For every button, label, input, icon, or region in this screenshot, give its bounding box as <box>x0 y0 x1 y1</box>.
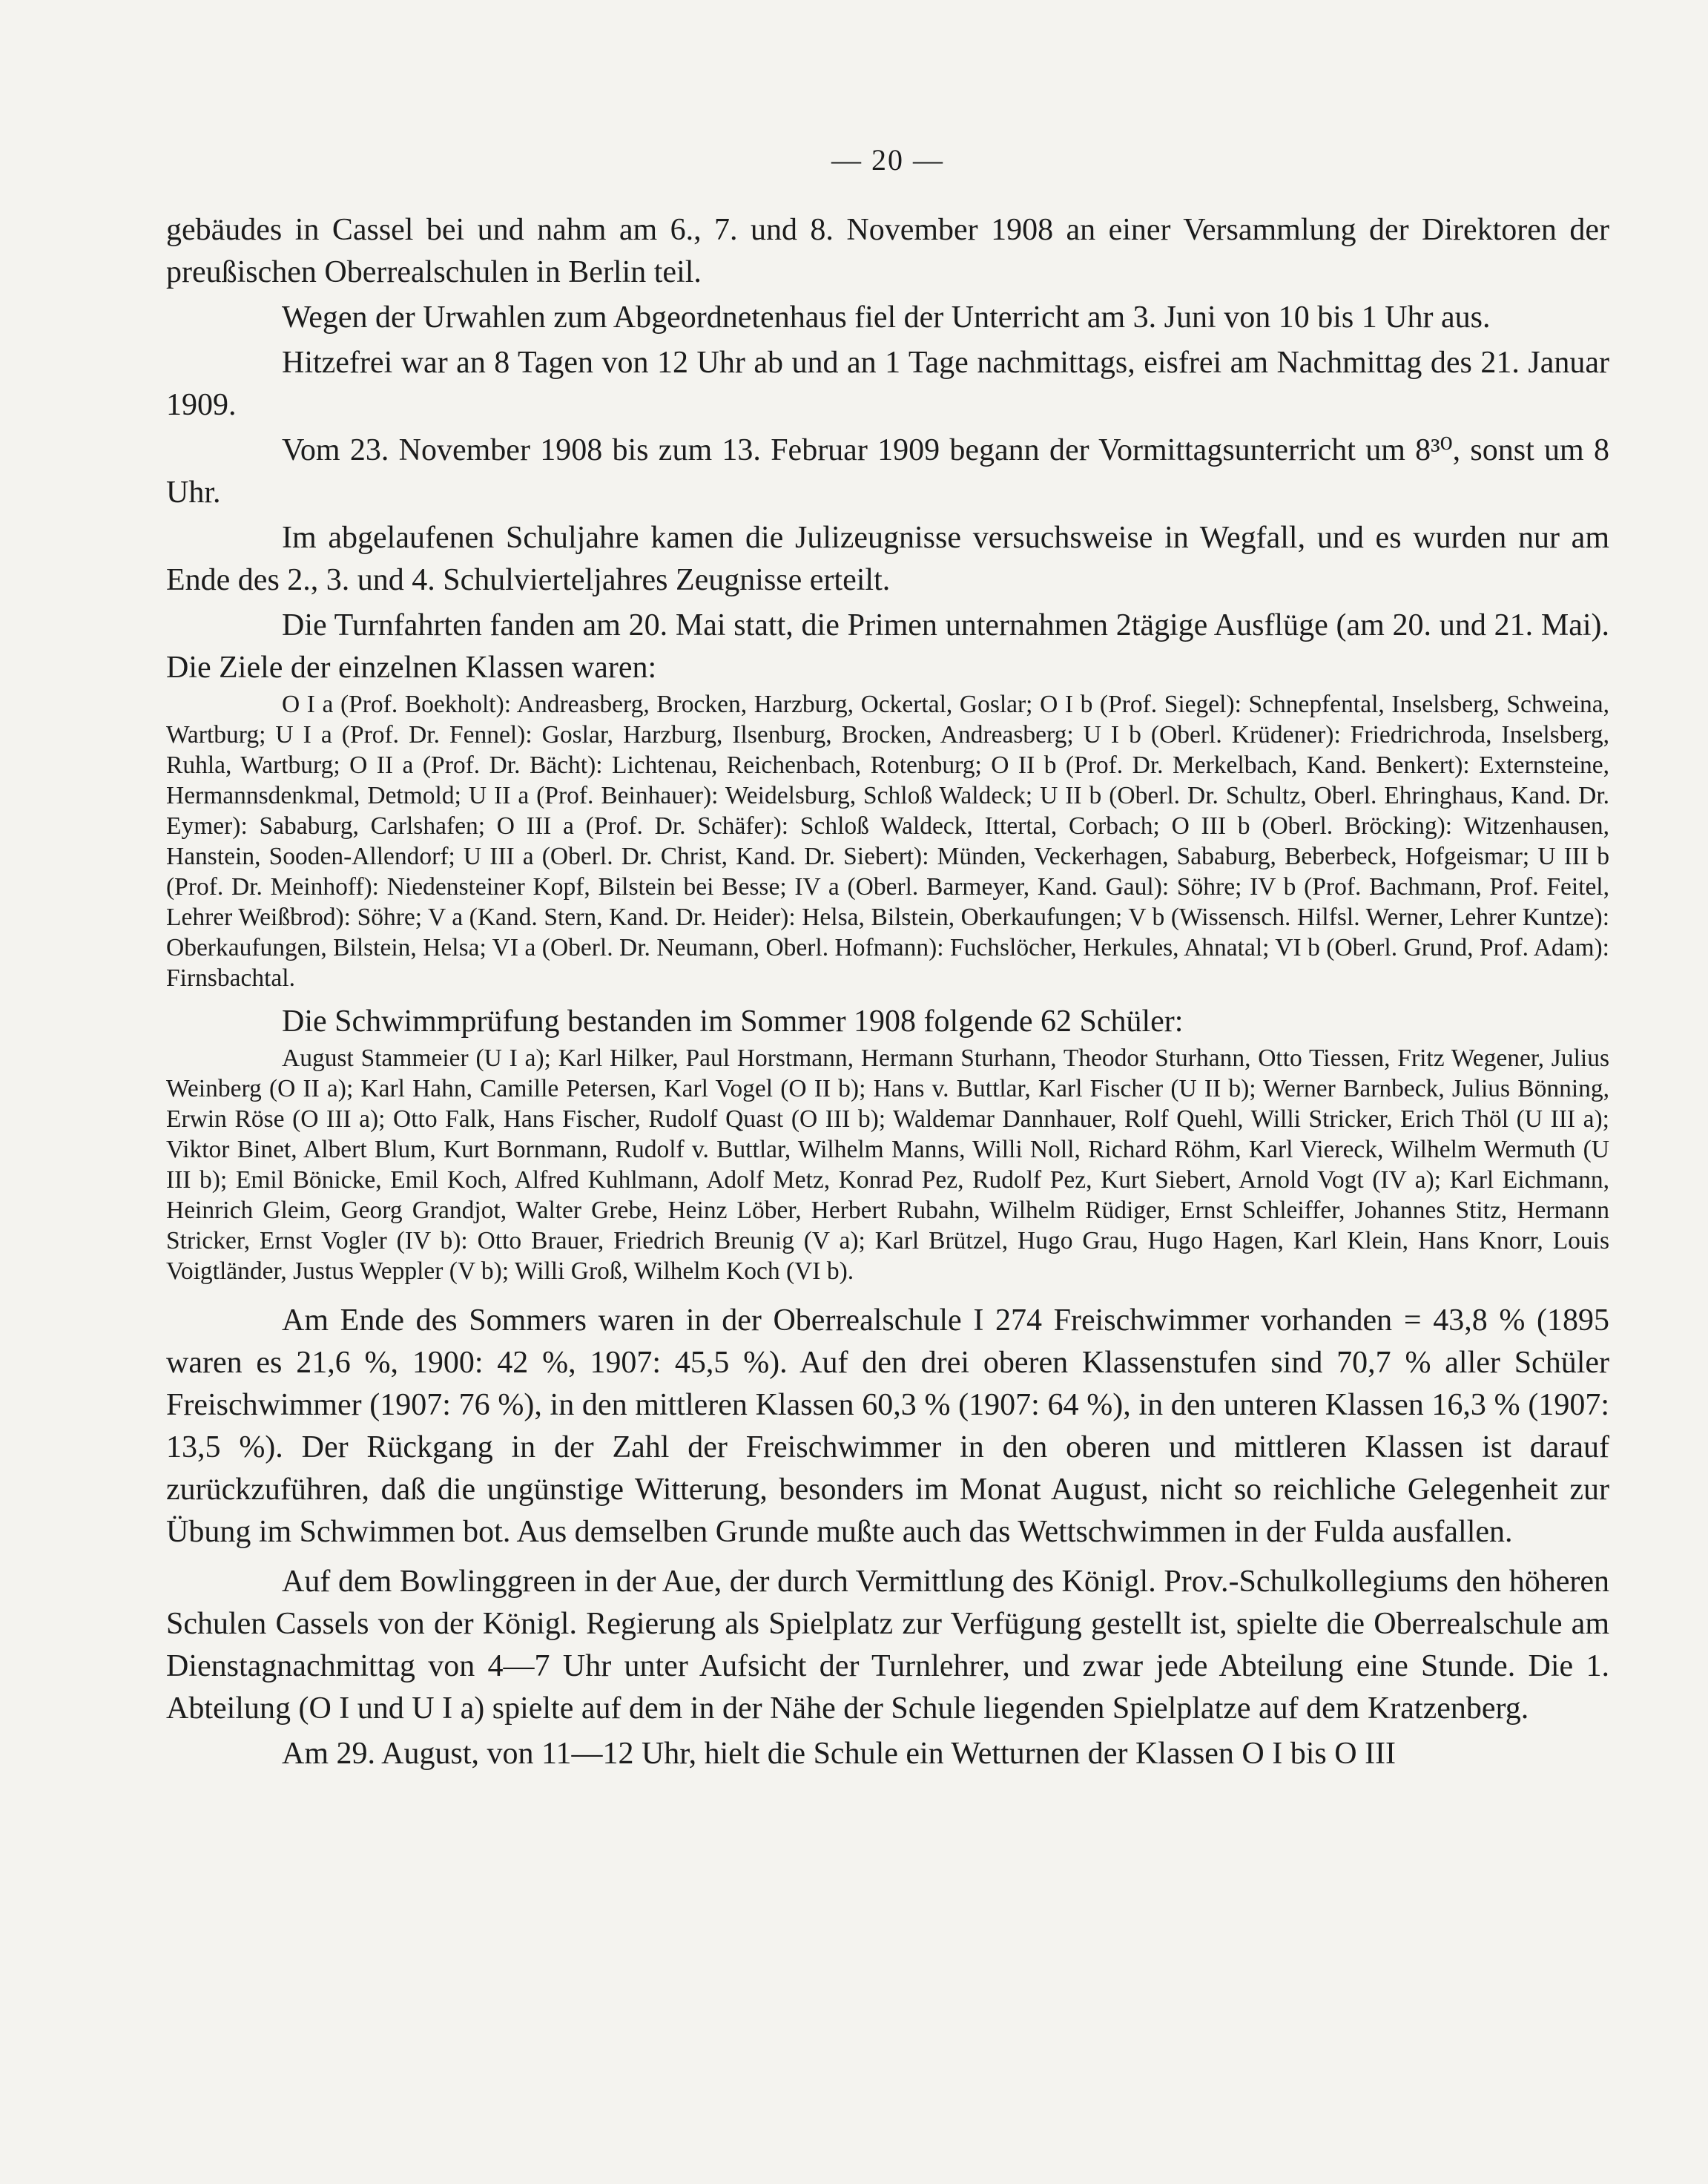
paragraph-turnfahrten: Die Turnfahrten fanden am 20. Mai statt, die Primen unternahmen 2tägige Ausflüge (am 20. und 21. Mai). Die Ziele der einzelnen Klassen waren: <box>166 608 1609 685</box>
body-text <box>166 209 1609 1775</box>
paragraph-urwahlen: Wegen der Urwahlen zum Abgeordnetenhaus fiel der Unterricht am 3. Juni von 10 bis 1 Uhr aus. <box>282 300 1491 335</box>
paragraph-wetturnen: Am 29. August, von 11—12 Uhr, hielt die Schule ein Wetturnen der Klassen O I bis O III <box>282 1737 1397 1771</box>
paragraph-freischwimmer: Am Ende des Sommers waren in der Oberrealschule I 274 Freischwimmer vorhanden = 43,8 % (1895 waren es 21,6 %, 1900: 42 %, 1907: 45,5 %). Auf den drei oberen Klassenstufen sind 70,7 % aller Schüler Freischwimmer (1907: 76 %), in den mittleren Klassen 60,3 % (1907: 64 %), in den unteren Klassen 16,3 % (1907: 13,5 %). Der Rückgang in der Zahl der Freischwimmer in den oberen und mittleren Klassen ist darauf zurückzuführen, daß die ungünstige Witterung, besonders im Monat August, nicht so reichliche Gelegenheit zur Übung im Schwimmen bot. Aus demselben Grunde mußte auch das Wettschwimmen in der Fulda ausfallen. <box>166 1303 1609 1549</box>
paragraph-schwimmer-namen: August Stammeier (U I a); Karl Hilker, Paul Horstmann, Hermann Sturhann, Theodor Sturhann, Otto Tiessen, Fritz Wegener, Julius Weinberg (O II a); Karl Hahn, Camille Petersen, Karl Vogel (O II b); Hans v. Buttlar, Karl Fischer (U II b); Werner Barnbeck, Julius Bönning, Erwin Röse (O III a); Otto Falk, Hans Fischer, Rudolf Quast (O III b); Waldemar Dannhauer, Rolf Quehl, Willi Stricker, Erich Thöl (U III a); Viktor Binet, Albert Blum, Kurt Bornmann, Rudolf v. Buttlar, Wilhelm Manns, Willi Noll, Richard Röhm, Karl Viereck, Wilhelm Wermuth (U III b); Emil Bönicke, Emil Koch, Alfred Kuhlmann, Adolf Metz, Konrad Pez, Rudolf Pez, Kurt Siebert, Arnold Vogt (IV a); Karl Eichmann, Heinrich Gleim, Georg Grandjot, Walter Grebe, Heinz Löber, Herbert Rubahn, Wilhelm Rüdiger, Ernst Schleiffer, Johannes Stitz, Hermann Stricker, Ernst Vogler (IV b): Otto Brauer, Friedrich Breunig (V a); Karl Brützel, Hugo Grau, Hugo Hagen, Karl Klein, Hans Knorr, Louis Voigtländer, Justus Weppler (V b); Willi Groß, Wilhelm Koch (VI b). <box>166 1045 1609 1285</box>
paragraph-hitzefrei: Hitzefrei war an 8 Tagen von 12 Uhr ab und an 1 Tage nachmittags, eisfrei am Nachmittag des 21. Januar 1909. <box>166 346 1609 422</box>
paragraph-vormittagsunterricht: Vom 23. November 1908 bis zum 13. Februar 1909 begann der Vormittagsunterricht um 8³⁰, sonst um 8 Uhr. <box>166 433 1609 510</box>
paragraph-turnfahrten-ziele: O I a (Prof. Boekholt): Andreasberg, Brocken, Harzburg, Ockertal, Goslar; O I b (Prof. Siegel): Schnepfental, Inselsberg, Schweina, Wartburg; U I a (Prof. Dr. Fennel): Goslar, Harzburg, Ilsenburg, Brocken, Andreasberg; U I b (Oberl. Krüdener): Friedrichroda, Inselsberg, Ruhla, Wartburg; O II a (Prof. Dr. Bächt): Lichtenau, Reichenbach, Rotenburg; O II b (Prof. Dr. Merkelbach, Kand. Benkert): Externsteine, Hermannsdenkmal, Detmold; U II a (Prof. Beinhauer): Weidelsburg, Schloß Waldeck; U II b (Oberl. Dr. Schultz, Oberl. Ehringhaus, Kand. Dr. Eymer): Sababurg, Carlshafen; O III a (Prof. Dr. Schäfer): Schloß Waldeck, Ittertal, Corbach; O III b (Oberl. Bröcking): Witzenhausen, Hanstein, Sooden-Allendorf; U III a (Oberl. Dr. Christ, Kand. Dr. Siebert): Münden, Veckerhagen, Sababurg, Beberbeck, Hofgeismar; U III b (Prof. Dr. Meinhoff): Niedensteiner Kopf, Bilstein bei Besse; IV a (Oberl. Barmeyer, Kand. Gaul): Söhre; IV b (Prof. Bachmann, Prof. Feitel, Lehrer Weißbrod): Söhre; V a (Kand. Stern, Kand. Dr. Heider): Helsa, Bilstein, Oberkaufungen; V b (Wissensch. Hilfsl. Werner, Lehrer Kuntze): Oberkaufungen, Bilstein, Helsa; VI a (Oberl. Dr. Neumann, Oberl. Hofmann): Fuchslöcher, Herkules, Ahnatal; VI b (Oberl. Grund, Prof. Adam): Firnsbachtal. <box>166 691 1609 992</box>
paragraph-bowlinggreen: Auf dem Bowlinggreen in der Aue, der durch Vermittlung des Königl. Prov.-Schulkollegiums den höheren Schulen Cassels von der Königl. Regierung als Spielplatz zur Verfügung gestellt ist, spielte die Oberrealschule am Dienstagnachmittag von 4—7 Uhr unter Aufsicht der Turnlehrer, und zwar jede Abteilung eine Stunde. Die 1. Abteilung (O I und U I a) spielte auf dem in der Nähe der Schule liegenden Spielplatze auf dem Kratzenberg. <box>166 1565 1609 1726</box>
paragraph-continuation: gebäudes in Cassel bei und nahm am 6., 7. und 8. November 1908 an einer Versammlung der Direktoren der preußischen Oberrealschulen in Berlin teil. <box>166 213 1609 289</box>
document-page <box>166 0 1609 2184</box>
paragraph-schwimmpruefung: Die Schwimmprüfung bestanden im Sommer 1908 folgende 62 Schüler: <box>282 1004 1184 1039</box>
paragraph-zeugnisse: Im abgelaufenen Schuljahre kamen die Julizeugnisse versuchsweise in Wegfall, und es wurden nur am Ende des 2., 3. und 4. Schulvierteljahres Zeugnisse erteilt. <box>166 521 1609 597</box>
page-number: — 20 — <box>831 143 944 177</box>
